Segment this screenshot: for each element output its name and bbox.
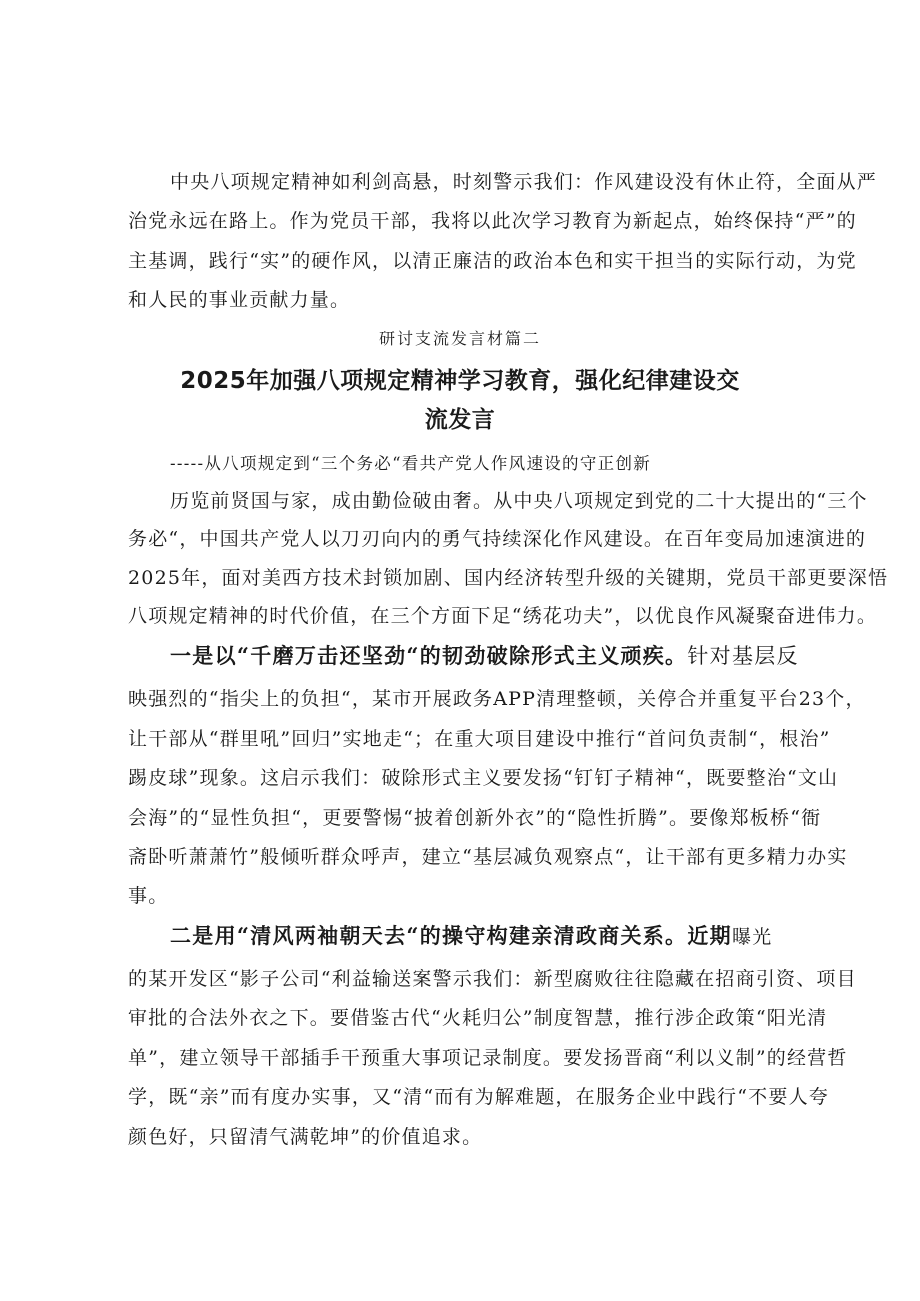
article-title-line-2: 流发言 bbox=[424, 407, 496, 433]
article-subtitle: -----从八项规定到“三个务必“看共产党人作风速设的守正创新 bbox=[170, 454, 652, 473]
point-2-line-2: 审批的合法外衣之下。要借鉴古代“火耗归公”制度智慧，推行涉企政策“阳光清 bbox=[128, 1007, 828, 1029]
intro-line-4: 八项规定精神的时代价值，在三个方面下足“绣花功夫”，以优良作风凝聚奋进伟力。 bbox=[128, 605, 878, 627]
point-1-heading-tail: 针对基层反 bbox=[687, 644, 799, 668]
point-1-line-2: 让干部从“群里吼”回归”实地走“；在重大项目建设中推行“首问负责制“，根治” bbox=[128, 728, 831, 750]
point-1-line-6: 事。 bbox=[128, 885, 169, 907]
point-1-lead-line bbox=[170, 644, 799, 668]
point-2-heading: 二是用“清风两袖朝天去“的操守构建亲清政商关系。近期 bbox=[170, 923, 732, 948]
paragraph-closing-line-2: 治党永远在路上。作为党员干部，我将以此次学习教育为新起点，始终保持“严”的 bbox=[128, 210, 857, 232]
point-1-line-1: 映强烈的“指尖上的负担“，某市开展政务APP清理整顿，关停合并重复平台23个， bbox=[128, 688, 866, 710]
point-2-line-1: 的某开发区“影子公司“利益输送案警示我们：新型腐败往往隐藏在招商引资、项目 bbox=[128, 968, 857, 990]
point-1-line-5: 斋卧听萧萧竹”般倾听群众呼声，建立“基层减负观察点“，让干部有更多精力办实 bbox=[128, 846, 848, 868]
point-2-line-3: 单”，建立领导干部插手干预重大事项记录制度。要发扬晋商“利以义制”的经营哲 bbox=[128, 1047, 848, 1069]
point-1-line-3: 踢皮球”现象。这启示我们：破除形式主义要发扬“钉钉子精神“，既要整治“文山 bbox=[128, 767, 839, 789]
intro-line-1: 历览前贤国与家，成由勤俭破由奢。从中央八项规定到党的二十大提出的“三个 bbox=[170, 490, 868, 512]
intro-line-3: 2025年，面对美西方技术封锁加剧、国内经济转型升级的关键期，党员干部更要深悟 bbox=[128, 567, 889, 589]
article-title-line-1: 2025年加强八项规定精神学习教育，强化纪律建设交 bbox=[180, 368, 740, 394]
point-2-heading-tail: 曝光 bbox=[731, 926, 773, 948]
paragraph-closing-line-4: 和人民的事业贡献力量。 bbox=[128, 289, 351, 311]
point-2-lead-line bbox=[170, 924, 773, 949]
intro-line-2: 务必“，中国共产党人以刀刃向内的勇气持续深化作风建设。在百年变局加速演进的 bbox=[128, 528, 867, 550]
point-2-line-5: 颜色好，只留清气满乾坤”的价值追求。 bbox=[128, 1126, 483, 1148]
point-1-heading: 一是以“千磨万击还坚劲“的韧劲破除形式主义顽疾。 bbox=[170, 643, 688, 668]
point-2-line-4: 学，既“亲”而有度办实事，又“清“而有为解难题，在服务企业中践行“不要人夸 bbox=[128, 1086, 829, 1108]
paragraph-closing-line-1: 中央八项规定精神如利剑高悬，时刻警示我们：作风建设没有休止符，全面从严 bbox=[170, 171, 878, 193]
section-label: 研讨支流发言材篇二 bbox=[378, 329, 541, 348]
point-1-line-4: 会海”的“显性负担“，更要警惕“披着创新外衣”的“隐性折腾”。要像郑板桥“衙 bbox=[128, 807, 822, 829]
paragraph-closing-line-3: 主基调，践行“实”的硬作风，以清正廉洁的政治本色和实干担当的实际行动，为党 bbox=[128, 250, 857, 272]
